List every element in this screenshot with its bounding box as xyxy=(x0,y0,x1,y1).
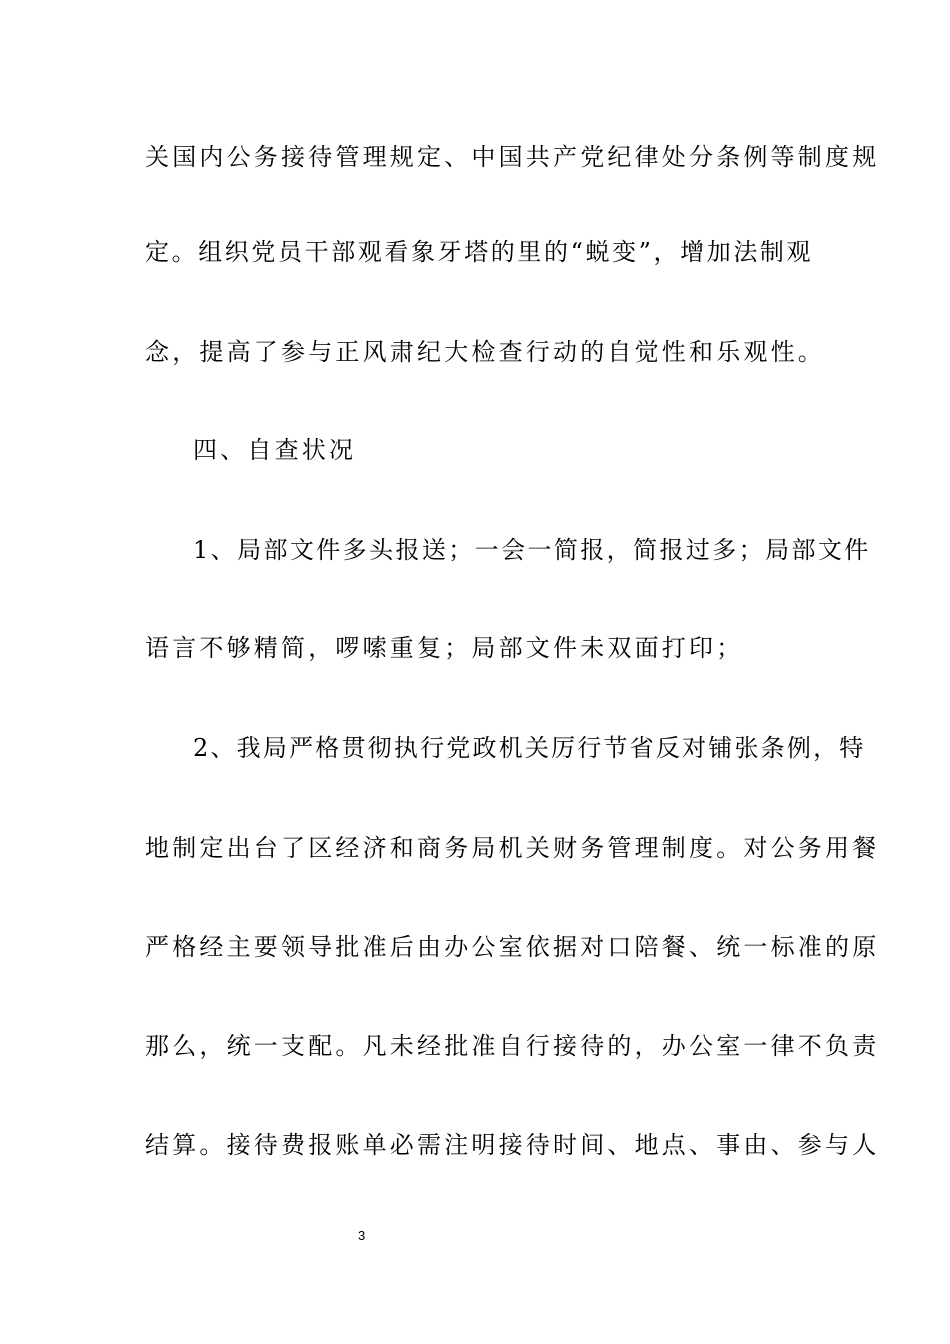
paragraph-line: 关国内公务接待管理规定、中国共产党纪律处分条例等制度规 xyxy=(145,143,880,171)
paragraph-line: 定。组织党员干部观看象牙塔的里的“蜕变”，增加法制观 xyxy=(145,238,814,266)
page-number: 3 xyxy=(358,1228,366,1243)
paragraph-line: 结算。接待费报账单必需注明接待时间、地点、事由、参与人 xyxy=(145,1131,880,1159)
paragraph-line: 1、局部文件多头报送；一会一简报，简报过多；局部文件 xyxy=(193,536,871,564)
paragraph-line: 严格经主要领导批准后由办公室依据对口陪餐、统一标准的原 xyxy=(145,933,880,961)
paragraph-line: 念，提高了参与正风肃纪大检查行动的自觉性和乐观性。 xyxy=(145,338,825,366)
paragraph-line: 地制定出台了区经济和商务局机关财务管理制度。对公务用餐 xyxy=(145,834,880,862)
paragraph-line: 语言不够精简，啰嗦重复；局部文件未双面打印； xyxy=(145,634,744,662)
paragraph-line: 2、我局严格贯彻执行党政机关厉行节省反对铺张条例，特 xyxy=(193,734,866,762)
section-heading: 四、自查状况 xyxy=(193,436,357,464)
paragraph-line: 那么，统一支配。凡未经批准自行接待的，办公室一律不负责 xyxy=(145,1032,880,1060)
